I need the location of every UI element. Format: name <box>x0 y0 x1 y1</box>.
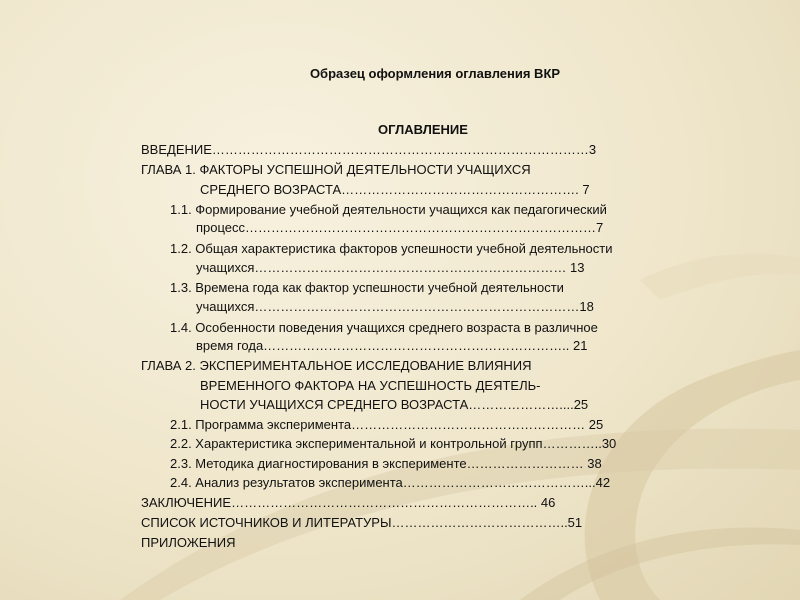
toc-entry-chapter-2-cont: ВРЕМЕННОГО ФАКТОРА НА УСПЕШНОСТЬ ДЕЯТЕЛЬ- <box>200 378 541 393</box>
toc-entry-sources: СПИСОК ИСТОЧНИКОВ И ЛИТЕРАТУРЫ…………………………………..51 <box>141 515 583 530</box>
toc-entry-1-2: 1.2. Общая характеристика факторов успешности учебной деятельности <box>170 241 613 256</box>
toc-entry-1-1: 1.1. Формирование учебной деятельности учащихся как педагогический <box>170 202 607 217</box>
toc-heading: ОГЛАВЛЕНИЕ <box>378 122 468 137</box>
toc-entry-introduction: ВВЕДЕНИЕ……………………………………………………………………………3 <box>141 142 597 157</box>
toc-entry-1-4-cont: время года…………………………………………………………….. 21 <box>196 338 588 353</box>
toc-entry-chapter-2: ГЛАВА 2. ЭКСПЕРИМЕНТАЛЬНОЕ ИССЛЕДОВАНИЕ ВЛИЯНИЯ <box>141 358 532 373</box>
toc-entry-1-4: 1.4. Особенности поведения учащихся среднего возраста в различное <box>170 320 598 335</box>
toc-entry-1-3-cont: учащихся…………………………………………………………………18 <box>196 299 594 314</box>
toc-entry-2-2: 2.2. Характеристика экспериментальной и контрольной групп…………..30 <box>170 436 617 451</box>
toc-entry-chapter-1-cont: СРЕДНЕГО ВОЗРАСТА………………………………………………. 7 <box>200 182 590 197</box>
toc-entry-appendix: ПРИЛОЖЕНИЯ <box>141 535 236 550</box>
toc-entry-1-2-cont: учащихся……………………………………………………………… 13 <box>196 260 585 275</box>
toc-entry-2-4: 2.4. Анализ результатов эксперимента……………………………………...42 <box>170 475 611 490</box>
toc-entry-1-1-cont: процесс………………………………………………………………………7 <box>196 220 604 235</box>
toc-entry-2-3: 2.3. Методика диагностирования в эксперименте……………………… 38 <box>170 456 602 471</box>
toc-entry-2-1: 2.1. Программа эксперимента……………………………………………… 25 <box>170 417 604 432</box>
toc-entry-conclusion: ЗАКЛЮЧЕНИЕ…………………………………………………………….. 46 <box>141 495 556 510</box>
toc-entry-1-3: 1.3. Времена года как фактор успешности учебной деятельности <box>170 280 564 295</box>
toc-entry-chapter-2-cont-2: НОСТИ УЧАЩИХСЯ СРЕДНЕГО ВОЗРАСТА…………………....25 <box>200 397 589 412</box>
document-title: Образец оформления оглавления ВКР <box>309 66 561 81</box>
toc-entry-chapter-1: ГЛАВА 1. ФАКТОРЫ УСПЕШНОЙ ДЕЯТЕЛЬНОСТИ УЧАЩИХСЯ <box>141 162 531 177</box>
